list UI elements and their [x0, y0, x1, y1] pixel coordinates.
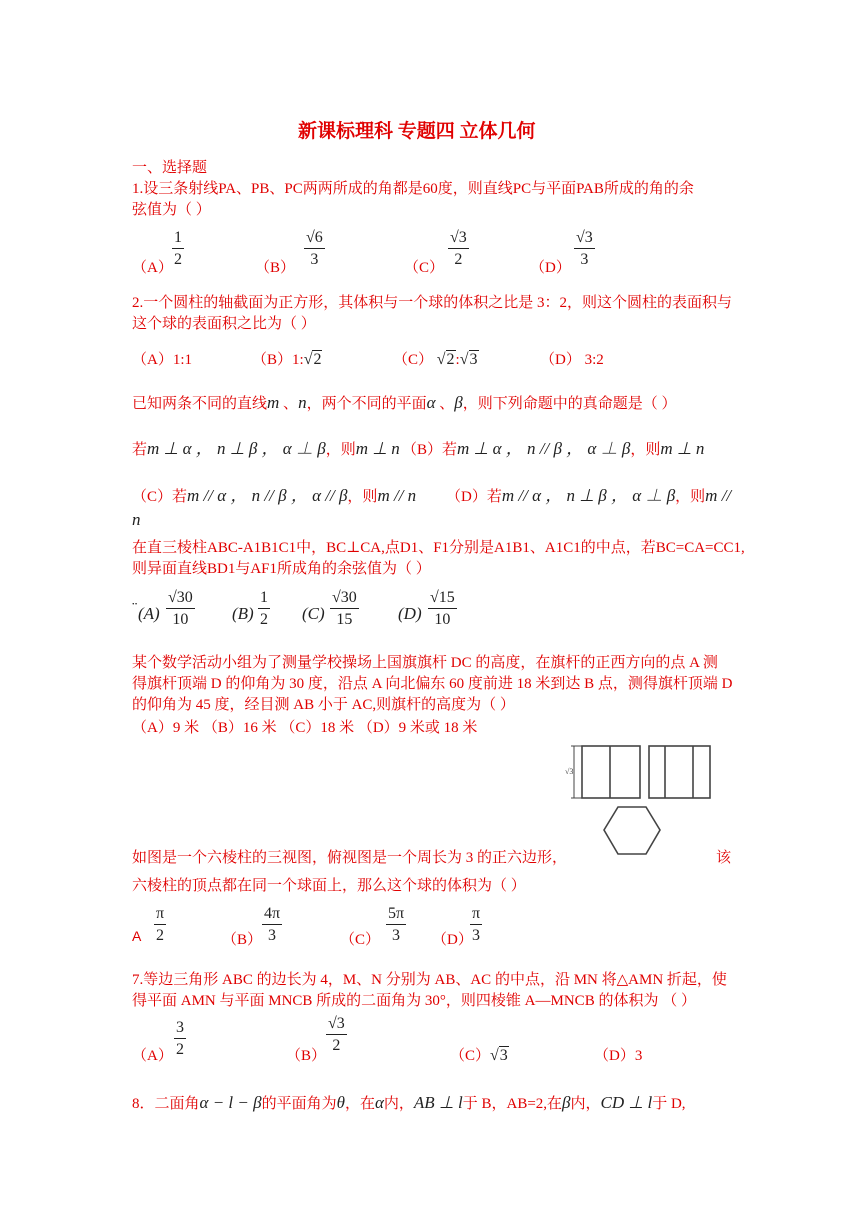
q4-dots: ¨ — [132, 600, 138, 617]
q3-option-c[interactable] — [132, 481, 416, 506]
q4-option-b-label[interactable]: (B) — [232, 604, 254, 623]
q6-stem-line1b: 该 — [716, 850, 732, 866]
q3-c-result: m // n — [377, 486, 417, 505]
q6-stem-line1a: 如图是一个六棱柱的三视图，俯视图是一个周长为 3 的正六边形， — [132, 850, 568, 866]
q2-option-b[interactable] — [252, 348, 322, 369]
q7-option-d[interactable]: （D）3 — [594, 1048, 643, 1064]
front-view-rect — [582, 746, 640, 798]
q8-expr-dihedral: α − l − β — [199, 1093, 262, 1112]
page-title: 新课标理科 专题四 立体几何 — [298, 121, 536, 142]
section-heading: 一、选择题 — [132, 160, 208, 176]
q7-option-c-sqrt: √3 — [490, 1047, 508, 1064]
q3-intro: 已知两条不同的直线 — [132, 396, 268, 412]
top-view-hexagon — [604, 807, 660, 854]
q8-part5: 于 B，AB=2,在 — [462, 1096, 563, 1112]
q3-d-then: ，则 — [675, 489, 706, 505]
q8-part2: 的平面角为 — [261, 1096, 337, 1112]
q3-b-expr: m ⊥ α ， n // β ， α ⊥ β — [457, 439, 631, 458]
q7-option-c[interactable] — [450, 1044, 509, 1065]
side-view-rect — [649, 746, 710, 798]
q2-option-c[interactable] — [393, 348, 479, 369]
q8-expr-ab: AB ⊥ l — [413, 1093, 463, 1112]
q1-option-b-label[interactable]: （B） — [255, 260, 296, 276]
q3-a-then: ，则 — [325, 442, 356, 458]
q7-option-a-fraction: $\frac{3}{2}$ — [176, 1019, 184, 1058]
q2-option-c-label: （C） — [393, 352, 434, 368]
q1-option-a-fraction: $\frac{1}{2}$ — [174, 229, 182, 268]
q5-stem-line1: 某个数学活动小组为了测量学校操场上国旗旗杆 DC 的高度，在旗杆的正西方向的点 A 测 — [132, 655, 718, 671]
q6-three-view-figure — [565, 740, 720, 865]
q5-stem-line3: 的仰角为 45 度，经目测 AB 小于 AC,则旗杆的高度为（ ） — [132, 697, 515, 713]
q7-option-b-label[interactable]: （B） — [286, 1048, 327, 1064]
q8-var-beta: β — [562, 1093, 571, 1112]
height-dimension-label: √3 — [565, 767, 574, 776]
q4-option-d-label[interactable]: (D) — [398, 604, 422, 623]
q8-part1: 8．二面角 — [132, 1096, 200, 1112]
q3-d-expr: m // α ， n ⊥ β ， α ⊥ β — [501, 486, 676, 505]
q6-option-a-label[interactable] — [132, 928, 141, 946]
q4-option-a-label[interactable]: (A) — [138, 604, 160, 623]
q2-option-c-sqrt1: √2 — [436, 351, 455, 368]
q7-option-b-fraction: $\frac{√3}{2}$ — [328, 1015, 345, 1054]
q3-a-expr: m ⊥ α ， n ⊥ β ， α ⊥ β — [147, 439, 326, 458]
q1-option-b-fraction: $\frac{√6}{3}$ — [306, 229, 323, 268]
q4-option-d-fraction: $\frac{√15}{10}$ — [430, 589, 455, 628]
q2-stem-line1: 2.一个圆柱的轴截面为正方形，其体积与一个球的体积之比是 3：2，则这个圆柱的表面积与 — [132, 295, 733, 311]
q3-d-label: （D）若 — [446, 489, 502, 505]
q7-option-c-label: （C） — [450, 1048, 491, 1064]
q3-b-result: m ⊥ n — [660, 439, 705, 458]
q1-option-a-label[interactable]: （A） — [132, 260, 173, 276]
q3-a-result: m ⊥ n — [355, 439, 400, 458]
q3-option-b[interactable] — [402, 434, 704, 459]
q3-stem — [132, 392, 677, 413]
q4-option-c-label[interactable]: (C) — [302, 604, 325, 623]
q6-option-c-fraction: $\frac{5\pi}{3}$ — [388, 905, 405, 944]
q6-option-c-label[interactable]: （C） — [340, 932, 381, 948]
q8-part6: 内， — [570, 1096, 601, 1112]
q3-mid: ，两个不同的平面 — [306, 396, 427, 412]
q4-stem-line1: 在直三棱柱ABC-A1B1C1中，BC⊥CA,点D1、F1分别是A1B1、A1C1的中点，若BC=CA=CC1, — [132, 540, 745, 556]
q6-option-d-label[interactable]: （D） — [432, 932, 473, 948]
q3-dun: 、 — [283, 396, 299, 412]
q3-option-d-wrap: n — [132, 510, 141, 529]
q4-option-c-fraction: $\frac{√30}{15}$ — [332, 589, 357, 628]
q3-a-prefix: 若 — [132, 442, 148, 458]
q1-option-d-label[interactable]: （D） — [530, 260, 571, 276]
q1-stem-line1: 1.设三条射线PA、PB、PC两两所成的角都是60度，则直线PC与平面PAB所成的角的余 — [132, 181, 694, 197]
q4-option-a-fraction: $\frac{√30}{10}$ — [168, 589, 193, 628]
q2-stem-line2: 这个球的表面积之比为（ ） — [132, 316, 316, 332]
q5-stem-line2: 得旗杆顶端 D 的仰角为 30 度，沿点 A 向北偏东 60 度前进 18 米到达 B 点，测得旗杆顶端 D — [132, 676, 733, 692]
q2-option-b-label: （B） — [252, 352, 293, 368]
q4-stem-line2: 则异面直线BD1与AF1所成角的余弦值为（ ） — [132, 561, 431, 577]
q2-option-c-sep: : — [455, 352, 460, 368]
q3-var-n: n — [298, 393, 307, 412]
q7-stem-line1: 7.等边三角形 ABC 的边长为 4，M、N 分别为 AB、AC 的中点，沿 MN 将△AMN 折起，使 — [132, 972, 727, 988]
q2-option-d[interactable]: （D） 3:2 — [540, 352, 604, 368]
q2-option-b-sqrt: √2 — [303, 351, 322, 368]
q8-part3: ，在 — [344, 1096, 375, 1112]
q3-end: ，则下列命题中的真命题是（ ） — [462, 396, 677, 412]
q1-stem-line2: 弦值为（ ） — [132, 202, 211, 218]
q1-option-c-fraction: $\frac{√3}{2}$ — [450, 229, 467, 268]
q2-option-c-sqrt2: √3 — [459, 351, 478, 368]
q6-option-b-fraction: $\frac{4\pi}{3}$ — [264, 905, 281, 944]
q6-stem-line2: 六棱柱的顶点都在同一个球面上，那么这个球的体积为（ ） — [132, 878, 526, 894]
q3-option-a[interactable] — [132, 434, 400, 459]
q6-option-d-fraction: $\frac{\pi}{3}$ — [472, 905, 481, 944]
q2-option-b-text: 1: — [292, 352, 304, 368]
q5-options[interactable]: （A）9 米 （B）16 米 （C）18 米 （D）9 米或 18 米 — [132, 720, 478, 736]
q1-option-c-label[interactable]: （C） — [404, 260, 445, 276]
q3-b-then: ，则 — [630, 442, 661, 458]
q3-var-alpha: α — [426, 393, 436, 412]
q8-part4: 内， — [383, 1096, 414, 1112]
q6-option-a-letter: A — [132, 928, 142, 944]
q3-c-label: （C）若 — [132, 489, 188, 505]
q2-option-a[interactable]: （A）1:1 — [132, 352, 193, 368]
q3-c-then: ，则 — [347, 489, 378, 505]
q3-dun2: 、 — [439, 396, 455, 412]
q8-stem — [132, 1092, 686, 1113]
q3-d-result: m // — [705, 486, 732, 505]
q3-c-expr: m // α ， n // β ， α // β — [187, 486, 348, 505]
q6-option-a-fraction: $\frac{\pi}{2}$ — [156, 905, 165, 944]
q8-part7: 于 D, — [652, 1096, 686, 1112]
q1-option-d-fraction: $\frac{√3}{3}$ — [576, 229, 593, 268]
q7-option-a-label[interactable]: （A） — [132, 1048, 173, 1064]
q3-var-beta: β — [454, 393, 463, 412]
q3-var-m: m — [267, 393, 280, 412]
q8-var-theta: θ — [336, 1093, 345, 1112]
q3-option-d[interactable] — [446, 481, 731, 506]
q8-var-alpha: α — [374, 1093, 384, 1112]
q7-stem-line2: 得平面 AMN 与平面 MNCB 所成的二面角为 30°，则四棱锥 A—MNCB 的体积为 （ ） — [132, 993, 696, 1009]
q4-option-b-fraction: $\frac{1}{2}$ — [260, 589, 268, 628]
q3-b-label: （B）若 — [402, 442, 458, 458]
q6-option-b-label[interactable]: （B） — [222, 932, 263, 948]
q8-expr-cd: CD ⊥ l — [600, 1093, 653, 1112]
